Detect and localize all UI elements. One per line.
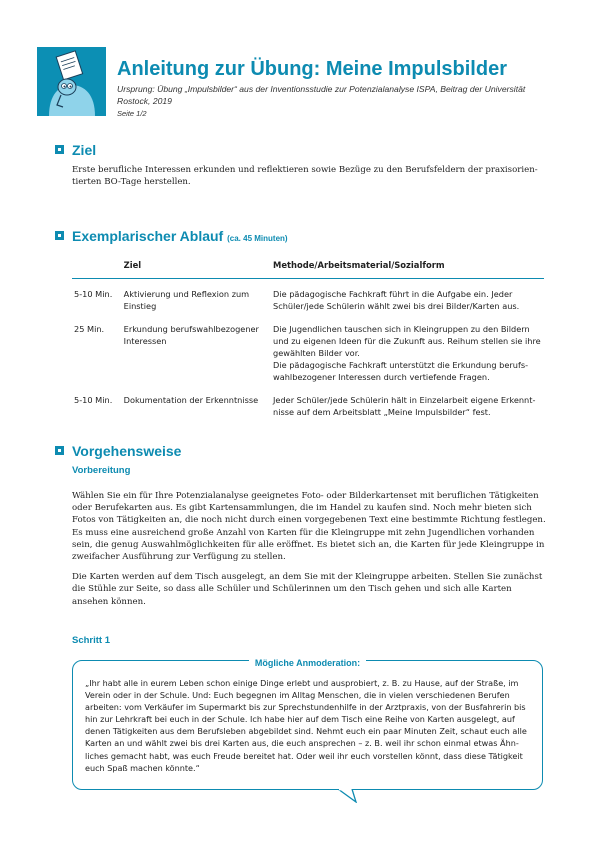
table-row bbox=[72, 385, 544, 420]
section-heading-ablauf: Exemplarischer Ablauf (ca. 45 Minuten) bbox=[55, 228, 288, 244]
vorbereitung-text bbox=[72, 490, 550, 616]
square-bullet-icon bbox=[55, 446, 64, 455]
row-method-part-1: Die Jugendlichen tauschen sich in Kleingruppen zu den Bildern und zu eigenen Ideen für die Zukunft aus. Reihum stellen sie ihre gewählten Bilder vor. bbox=[273, 324, 541, 358]
row-goal: Erkundung berufswahlbezogener Interessen bbox=[123, 324, 259, 346]
square-bullet-icon bbox=[55, 231, 64, 240]
row-method-part-2: Die pädagogische Fachkraft unterstützt die Erkundung berufs-wahlbezogener Interessen durch vertiefende Fragen. bbox=[273, 360, 529, 382]
page-title: Anleitung zur Übung: Meine Impulsbilder bbox=[117, 58, 507, 80]
subheading-schritt-1: Schritt 1 bbox=[72, 635, 111, 646]
section-heading-vorgehensweise: Vorgehensweise bbox=[55, 443, 181, 459]
callout-label: Mögliche Anmoderation: bbox=[73, 653, 542, 671]
paragraph: Die Karten werden auf dem Tisch ausgelegt, an dem Sie mit der Kleingruppe arbeiten. Stellen Sie zunächst die Stühle zur Seite, so dass alle Schüler und Schülerinnen um den Tisch gehen und sich alle Karten ansehen können. bbox=[72, 572, 543, 607]
table-row bbox=[72, 314, 544, 385]
row-method: Die pädagogische Fachkraft führt in die Aufgabe ein. Jeder Schüler/jede Schülerin wählt zwei bis drei Bilder/Karten aus. bbox=[273, 289, 520, 311]
duration-label: (ca. 45 Minuten) bbox=[227, 234, 288, 243]
column-header-methode: Methode/Arbeitsmaterial/Sozialform bbox=[273, 257, 544, 279]
row-method bbox=[273, 314, 544, 385]
row-method: Jeder Schüler/jede Schülerin hält in Einzelarbeit eigene Erkennt-nisse auf dem Arbeitsblatt „Meine Impulsbilder“ fest. bbox=[273, 395, 536, 417]
table-row bbox=[72, 279, 544, 315]
section-heading-ziel: Ziel bbox=[55, 142, 96, 158]
ablauf-table bbox=[72, 257, 544, 420]
anmoderation-callout bbox=[72, 660, 543, 790]
row-time: 5-10 Min. bbox=[74, 289, 113, 299]
row-goal: Dokumentation der Erkenntnisse bbox=[123, 395, 259, 405]
ziel-text: Erste berufliche Interessen erkunden und reflektieren sowie Bezüge zu den Berufsfeldern der praxisorien-tierten BO-Tage herstellen. bbox=[72, 165, 538, 188]
square-bullet-icon bbox=[55, 145, 64, 154]
subheading-vorbereitung: Vorbereitung bbox=[72, 465, 131, 476]
table-header-row bbox=[72, 257, 544, 279]
speech-bubble-tail-icon bbox=[338, 789, 360, 803]
callout-text: „Ihr habt alle in eurem Leben schon einige Dinge erlebt und ausprobiert, z. B. zu Hause, auf der Straße, im Verein oder in der Schule. Und: Euch begegnen im Alltag Menschen, die in vielen verschiedenen Berufen arbeiten: vom Verkäufer im Supermarkt bis zur Sprechstundenhilfe in der Arztpraxis, von der Busfahrerin bis hin zur Lehrkraft bei euch in der Schule. Ich habe hier auf dem Tisch eine Reihe von Karten ausgelegt, auf denen Tätigkeiten aus dem Berufsleben abgebildet sind. Nehmt euch ein paar Minuten Zeit, schaut euch alle Karten an und wählt zwei bis drei Karten aus, die euch ansprechen – z. B. weil ihr schon einmal etwas Ähn-liches gemacht habt, was euch Freude bereitet hat. Oder weil ihr euch vorstellen könnt, dass diese Tätigkeit euch Spaß machen könnte.“ bbox=[85, 678, 527, 773]
row-goal: Aktivierung und Reflexion zum Einstieg bbox=[123, 289, 250, 311]
source-note: Ursprung: Übung „Impulsbilder“ aus der Inventionsstudie zur Potenzialanalyse ISPA, Beitrag der Universität Rostock, 2019 bbox=[117, 84, 526, 106]
row-time: 5-10 Min. bbox=[74, 395, 113, 405]
logo-thinking-figure-icon bbox=[37, 47, 106, 116]
paragraph: Wählen Sie ein für Ihre Potenzialanalyse geeignetes Foto- oder Bilderkartenset mit beruflichen Tätigkeiten oder Berufekarten aus. Es gibt Kartensammlungen, die im Handel zu kaufen sind. Noch mehr bieten sich Fotos von Tätigkeiten an, die noch nicht durch einen vorgegebenen Text eine bestimmte Richtung festlegen. Es muss eine ausreichend große Anzahl von Karten für die Kleingruppe mit zehn Jugendlichen vorhanden sein, die genug Auswahlmöglichkeiten für alle eröffnet. Es bietet sich an, die Karten für jede Kleingruppe in zweifacher Ausführung zur Verfügung zu stellen. bbox=[72, 491, 546, 563]
column-header-ziel: Ziel bbox=[124, 257, 273, 279]
page-number: Seite 1/2 bbox=[117, 109, 147, 118]
column-header-time bbox=[72, 257, 124, 279]
row-time: 25 Min. bbox=[74, 324, 105, 334]
